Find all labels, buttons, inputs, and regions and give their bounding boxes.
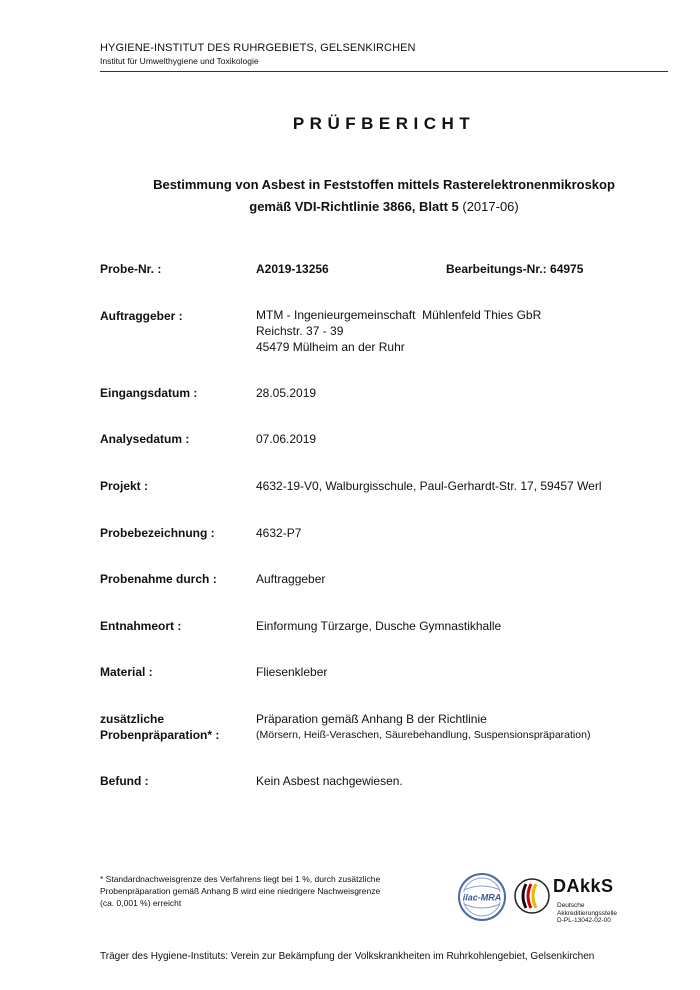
entnahmeort-value: Einformung Türzarge, Dusche Gymnastikhalle (256, 619, 502, 633)
material-value: Fliesenkleber (256, 665, 328, 679)
dakks-line1: Deutsche (557, 902, 585, 909)
eingangsdatum-value: 28.05.2019 (256, 386, 317, 400)
projekt-value: 4632-19-V0, Walburgisschule, Paul-Gerhardt-Str. 17, 59457 Werl (256, 479, 602, 493)
header-divider (100, 71, 668, 72)
subtitle-guideline-date: (2017-06) (458, 199, 519, 214)
dakks-wordmark: DAkkS (553, 876, 614, 896)
report-title: PRÜFBERICHT (292, 114, 476, 133)
dakks-line2: Akkreditierungsstelle (557, 909, 617, 917)
subtitle-guideline: gemäß VDI-Richtlinie 3866, Blatt 5 (249, 199, 459, 214)
bottom-note: Träger des Hygiene-Instituts: Verein zur Bekämpfung der Volkskrankheiten im Ruhrkohlengebiet, Gelsenkirchen (100, 951, 595, 962)
probenahme-value: Auftraggeber (256, 572, 326, 586)
footnote-line2: Probenpräparation gemäß Anhang B wird eine niedrigere Nachweisgrenze (100, 886, 381, 896)
entnahmeort-label: Entnahmeort : (100, 619, 182, 633)
institute-name: HYGIENE-INSTITUT DES RUHRGEBIETS, GELSENKIRCHEN (100, 42, 416, 54)
ilac-mra-text: ilac-MRA (462, 892, 502, 903)
projekt-label: Projekt : (100, 479, 149, 493)
probebezeichnung-label: Probebezeichnung : (100, 526, 215, 540)
footnote (100, 873, 420, 909)
probebezeichnung-value: 4632-P7 (256, 526, 302, 540)
ilac-mra-logo (457, 872, 507, 922)
befund-value: Kein Asbest nachgewiesen. (256, 774, 403, 788)
analysedatum-label: Analysedatum : (100, 432, 190, 446)
praeparation-value (256, 711, 590, 743)
probe-nr-value: A2019-13256 (256, 262, 329, 276)
dakks-line3: D-PL-13042-02-00 (557, 917, 611, 924)
praeparation-steps: (Mörsern, Heiß-Veraschen, Säurebehandlung, Suspensionspräparation) (256, 729, 591, 741)
praeparation-label (100, 711, 219, 743)
probe-nr-label: Probe-Nr. : (100, 262, 162, 276)
eingangsdatum-label: Eingangsdatum : (100, 386, 198, 400)
auftraggeber-name: MTM - Ingenieurgemeinschaft Mühlenfeld Thies GbR (256, 308, 542, 322)
auftraggeber-value (256, 307, 541, 355)
auftraggeber-street: Reichstr. 37 - 39 (256, 324, 344, 338)
report-subtitle-line2 (100, 199, 668, 214)
department-name: Institut für Umwelthygiene und Toxikologie (100, 56, 259, 66)
praeparation-label-line1: zusätzliche (100, 712, 165, 726)
footnote-line1: * Standardnachweisgrenze des Verfahrens liegt bei 1 %, durch zusätzliche (100, 874, 381, 884)
auftraggeber-label: Auftraggeber : (100, 309, 183, 323)
auftraggeber-city: 45479 Mülheim an der Ruhr (256, 340, 405, 354)
footnote-line3: (ca. 0,001 %) erreicht (100, 898, 182, 908)
probenahme-label: Probenahme durch : (100, 572, 217, 586)
material-label: Material : (100, 665, 153, 679)
dakks-text (557, 902, 617, 925)
report-subtitle-line1: Bestimmung von Asbest in Feststoffen mittels Rasterelektronenmikroskop (153, 177, 615, 192)
analysedatum-value: 07.06.2019 (256, 432, 317, 446)
praeparation-method: Präparation gemäß Anhang B der Richtlinie (256, 712, 487, 726)
bearbeitungs-nr: Bearbeitungs-Nr.: 64975 (446, 262, 584, 276)
befund-label: Befund : (100, 774, 149, 788)
praeparation-label-line2: Probenpräparation* : (100, 728, 220, 742)
